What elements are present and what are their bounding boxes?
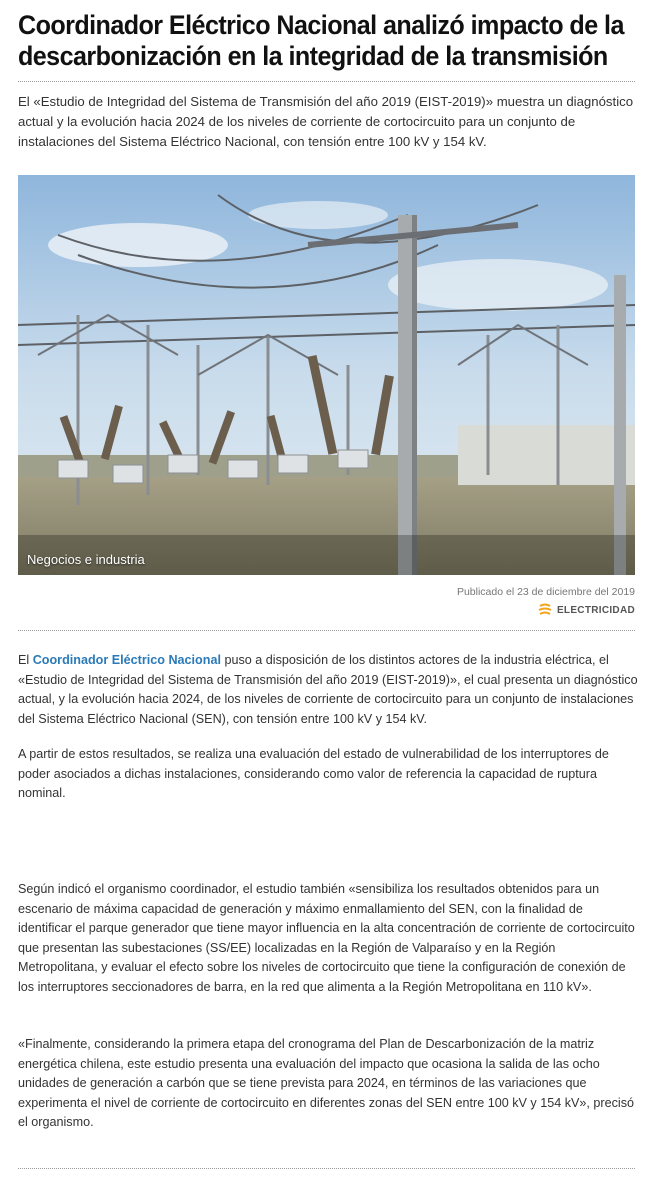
- article-image[interactable]: [18, 175, 635, 575]
- electricidad-logo-icon: [538, 603, 552, 617]
- paragraph-1-rest: puso a disposición de los distintos actores de la industria eléctrica, el «Estudio de Integridad del Sistema de Transmisión del año 2019 (EIST-2019)», el cual presenta un diagnóstico actual, y la evolución hacia 2024, de los niveles de corriente de cortocircuito para un conjunto de instalaciones del Sistema Eléctrico Nacional (SEN), con tensión entre 100 kV y 154 kV.: [18, 653, 638, 726]
- paragraph-1: [18, 651, 638, 729]
- source-brand[interactable]: [538, 603, 635, 617]
- article-title: Coordinador Eléctrico Nacional analizó impacto de la descarbonización en la integridad de la transmisión: [18, 10, 624, 71]
- paragraph-2: A partir de estos resultados, se realiza una evaluación del estado de vulnerabilidad de los interruptores de poder asociados a dichas instalaciones, considerando como valor de referencia la capacidad de ruptura nominal.: [18, 747, 609, 801]
- coordinador-link[interactable]: Coordinador Eléctrico Nacional: [32, 653, 221, 667]
- paragraph-3: Según indicó el organismo coordinador, el estudio también «sensibiliza los resultados obtenidos para un escenario de máxima capacidad de generación y máximo enmallamiento del SEN, con la finalidad de identificar el parque generador que tiene mayor influencia en la alta concentración de corriente de cortocircuito que presentan las subestaciones (SS/EE) localizadas en la Región de Valparaíso y en la Región Metropolitana, y evaluar el efecto sobre los niveles de cortocircuito que tiene la configuración de conexión de los interruptores seccionadores de barra, en la red que alimenta a la Región Metropolitana en 110 kV».: [18, 882, 635, 994]
- source-label: ELECTRICIDAD: [556, 604, 635, 616]
- paragraph-4: «Finalmente, considerando la primera etapa del cronograma del Plan de Descarbonización de la matriz energética chilena, este estudio presenta una evaluación del impacto que ocasiona la salida de las ocho unidades de generación a carbón que se tiene prevista para 2024, en términos de las variaciones que experimenta el nivel de corriente de cortocircuito en diferentes zonas del SEN entre 100 kV y 154 kV», precisó el organismo.: [18, 1037, 635, 1130]
- image-caption: Negocios e industria: [27, 552, 145, 567]
- divider: [18, 81, 635, 82]
- divider: [18, 1168, 635, 1169]
- article-lead: El «Estudio de Integridad del Sistema de Transmisión del año 2019 (EIST-2019)» muestra un diagnóstico actual y la evolución hacia 2024 de los niveles de corriente de cortocircuito para un conjunto de instalaciones del Sistema Eléctrico Nacional, con tensión entre 100 kV y 154 kV.: [18, 94, 634, 149]
- substation-photo: [18, 175, 635, 575]
- divider: [18, 630, 635, 631]
- publish-date: Publicado el 23 de diciembre del 2019: [456, 586, 635, 598]
- paragraph-1-start: El: [18, 653, 33, 667]
